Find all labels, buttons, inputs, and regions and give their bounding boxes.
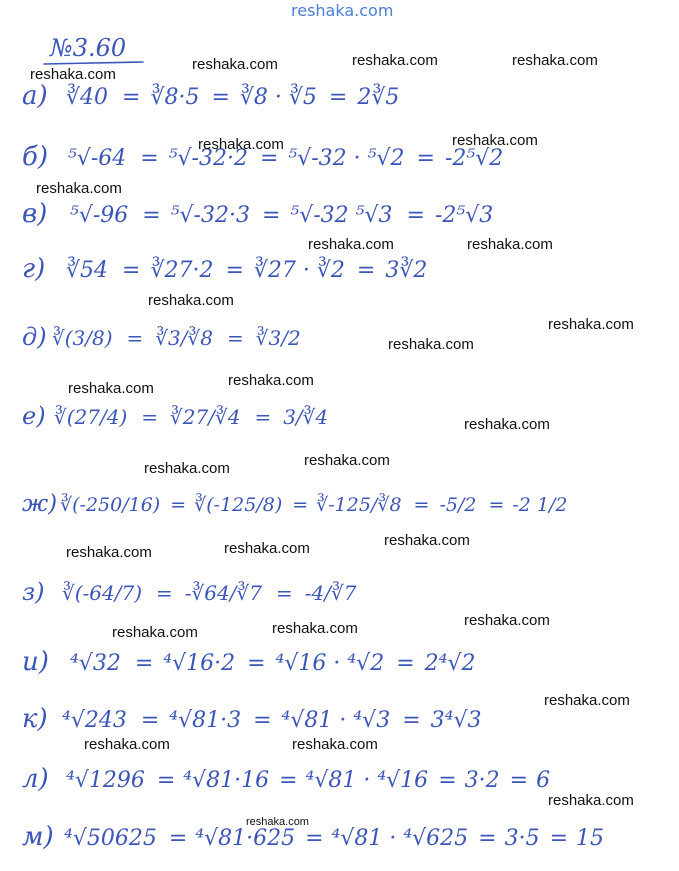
watermark: reshaka.com [292, 736, 378, 753]
equals-sign: = [126, 326, 144, 350]
expression-part: 3·2 [464, 768, 500, 793]
expression-part: ∛(-125/8) [194, 494, 283, 516]
watermark: reshaka.com [198, 136, 284, 153]
expression-part: 6 [536, 768, 551, 793]
expression-part: ∛27 · ∛2 [253, 258, 345, 283]
row-label: в) [22, 199, 48, 229]
equals-sign: = [292, 494, 309, 516]
solution-row [22, 704, 481, 734]
solution-row [22, 254, 427, 284]
equals-sign: = [509, 768, 529, 793]
problem-number: №3.60 [50, 34, 127, 62]
watermark: reshaka.com [112, 624, 198, 641]
watermark: reshaka.com [467, 236, 553, 253]
solution-row [22, 822, 604, 852]
equals-sign: = [225, 258, 244, 283]
expression-part: ∛27·2 [150, 258, 214, 283]
equals-sign: = [402, 708, 421, 733]
row-label: д) [22, 323, 47, 351]
expression-part: ⁴√243 [62, 708, 127, 733]
row-label: а) [22, 81, 48, 111]
expression-part: ∛8 · ∛5 [239, 85, 317, 110]
solution-row [22, 81, 399, 111]
watermark: reshaka.com [464, 612, 550, 629]
row-label: г) [22, 254, 46, 284]
row-label: з) [22, 578, 45, 606]
solution-row [22, 647, 475, 677]
equals-sign: = [328, 85, 348, 110]
equals-sign: = [549, 826, 569, 851]
solution-row [22, 578, 357, 606]
expression-part: ∛(27/4) [54, 405, 128, 429]
watermark: reshaka.com [452, 132, 538, 149]
expression-part: ⁴√81·625 [195, 826, 296, 851]
row-label: е) [22, 402, 46, 430]
watermark: reshaka.com [148, 292, 234, 309]
expression-part: -2 1/2 [512, 494, 568, 516]
watermark: reshaka.com [548, 792, 634, 809]
equals-sign: = [170, 494, 187, 516]
expression-part: -2⁵√2 [444, 146, 504, 171]
equals-sign: = [259, 146, 279, 171]
expression-part: ⁴√16·2 [163, 651, 236, 676]
watermark: reshaka.com [272, 620, 358, 637]
watermark: reshaka.com [66, 544, 152, 561]
equals-sign: = [134, 651, 154, 676]
watermark: reshaka.com [84, 736, 170, 753]
expression-part: ⁴√32 [70, 651, 121, 676]
watermark: reshaka.com [36, 180, 122, 197]
row-label: и) [22, 647, 49, 677]
equals-sign: = [156, 581, 173, 605]
equals-sign: = [227, 326, 244, 350]
expression-part: ⁴√1296 [66, 768, 145, 793]
expression-part: ⁴√81·16 [183, 768, 270, 793]
equals-sign: = [140, 708, 160, 733]
equals-sign: = [413, 494, 430, 516]
row-label: к) [22, 704, 48, 734]
expression-part: ⁴√81 · ⁴√16 [305, 768, 429, 793]
expression-part: ⁵√-96 [70, 203, 129, 228]
watermark: reshaka.com [464, 416, 550, 433]
equals-sign: = [211, 85, 230, 110]
expression-part: ∛54 [66, 258, 109, 283]
equals-sign: = [142, 203, 161, 228]
expression-part: 3⁴√3 [430, 708, 482, 733]
equals-sign: = [406, 203, 425, 228]
equals-sign: = [356, 258, 376, 283]
expression-part: ⁵√-32·2 [168, 146, 248, 171]
solution-row [22, 491, 568, 517]
expression-part: ⁴√81·3 [169, 708, 242, 733]
site-link[interactable]: reshaka.com [291, 1, 394, 20]
watermark: reshaka.com [388, 336, 474, 353]
equals-sign: = [488, 494, 505, 516]
expression-part: -2⁵√3 [434, 203, 494, 228]
row-label: ж) [22, 491, 58, 517]
watermark: reshaka.com [544, 692, 630, 709]
expression-part: -5/2 [439, 494, 477, 516]
row-label: л) [22, 764, 49, 794]
equals-sign: = [396, 651, 415, 676]
row-label: м) [22, 822, 54, 852]
row-label: б) [22, 142, 49, 172]
solution-row [22, 323, 301, 351]
watermark: reshaka.com [30, 66, 116, 83]
expression-part: ⁵√-32 ⁵√3 [290, 203, 393, 228]
expression-part: 2∛5 [357, 85, 400, 110]
expression-part: ⁴√81 · ⁴√625 [331, 826, 469, 851]
expression-part: 15 [576, 826, 605, 851]
expression-part: ∛27/∛4 [170, 405, 241, 429]
watermark: reshaka.com [192, 56, 278, 73]
expression-part: 3/∛4 [283, 405, 329, 429]
expression-part: 3∛2 [385, 258, 428, 283]
equals-sign: = [122, 258, 141, 283]
problem-underline [44, 62, 143, 64]
expression-part: ⁴√16 · ⁴√2 [275, 651, 385, 676]
equals-sign: = [253, 708, 272, 733]
equals-sign: = [305, 826, 324, 851]
equals-sign: = [261, 203, 281, 228]
expression-part: ⁴√50625 [64, 826, 157, 851]
watermark: reshaka.com [352, 52, 438, 69]
expression-part: ⁵√-32·3 [170, 203, 250, 228]
expression-part: 2⁴√2 [424, 651, 476, 676]
solution-row [22, 764, 550, 794]
equals-sign: = [156, 768, 176, 793]
watermark: reshaka.com [228, 372, 314, 389]
expression-part: ∛3/∛8 [155, 326, 213, 350]
equals-sign: = [122, 85, 141, 110]
watermark: reshaka.com [224, 540, 310, 557]
expression-part: ⁴√81 · ⁴√3 [281, 708, 391, 733]
equals-sign: = [168, 826, 188, 851]
watermark: reshaka.com [304, 452, 390, 469]
watermark: reshaka.com [308, 236, 394, 253]
expression-part: ⁵√-64 [68, 146, 127, 171]
equals-sign: = [254, 405, 272, 429]
solution-row [22, 402, 328, 430]
equals-sign: = [478, 826, 497, 851]
watermark: reshaka.com [384, 532, 470, 549]
watermark: reshaka.com [512, 52, 598, 69]
watermark: reshaka.com [246, 816, 309, 828]
equals-sign: = [438, 768, 457, 793]
equals-sign: = [247, 651, 266, 676]
equals-sign: = [416, 146, 435, 171]
expression-part: ∛-125/∛8 [316, 494, 402, 516]
expression-part: ∛40 [66, 85, 109, 110]
expression-part: -4/∛7 [304, 581, 357, 605]
expression-part: -∛64/∛7 [184, 581, 262, 605]
expression-part: ∛3/2 [255, 326, 301, 350]
expression-part: ⁵√-32 · ⁵√2 [288, 146, 405, 171]
expression-part: ∛(-64/7) [62, 581, 143, 605]
equals-sign: = [279, 768, 298, 793]
watermark: reshaka.com [548, 316, 634, 333]
expression-part: 3·5 [504, 826, 540, 851]
solution-row [22, 199, 493, 229]
watermark: reshaka.com [144, 460, 230, 477]
watermark: reshaka.com [68, 380, 154, 397]
expression-part: ∛(3/8) [52, 326, 113, 350]
expression-part: ∛8·5 [150, 85, 200, 110]
equals-sign: = [141, 405, 159, 429]
equals-sign: = [140, 146, 159, 171]
expression-part: ∛(-250/16) [60, 494, 161, 516]
equals-sign: = [275, 581, 293, 605]
